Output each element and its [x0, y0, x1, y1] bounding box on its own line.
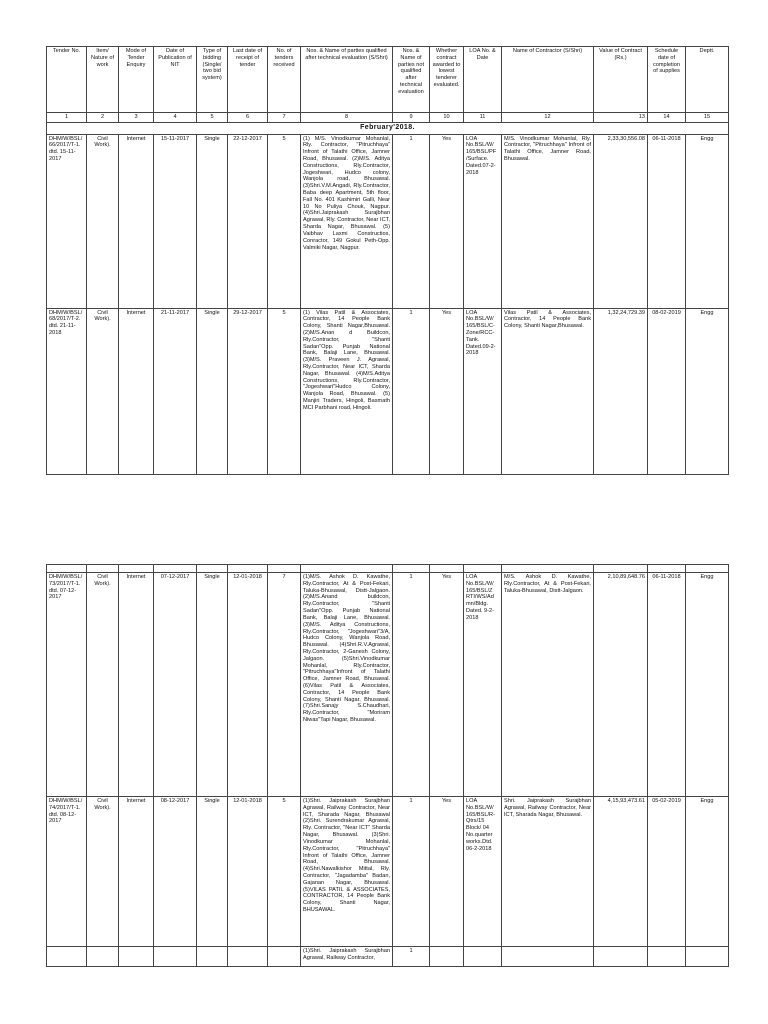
mode-of-enquiry: Internet: [119, 308, 154, 474]
contract-value: 2,33,30,556.08: [594, 134, 648, 308]
loa-no-date: LOA No.BSL/W/ 165/BSL/R-Qtrs/15 Block/ 04 No.quarter works.Dtd. 06-2-2018: [464, 797, 502, 947]
header-cell: Mode of Tender Enquiry: [119, 47, 154, 113]
nature-of-work: Civil Work).: [87, 797, 119, 947]
qualified-parties: (1)Shri. Jaiprakash Surajbhan Agrawal, Railway Contractor,: [301, 947, 393, 967]
empty-cell: [464, 947, 502, 967]
not-qualified-parties: 1: [393, 947, 430, 967]
empty-cell: [686, 565, 729, 573]
header-cell: Last date of receipt of tender: [228, 47, 268, 113]
qualified-parties: (1)Shri. Jaiprakash Surajbhan Agrawal, Railway Contractor, Near ICT, Sharada Nagar, Bhusawal (2)Shri. Surendrakumar Agrawal, Rly. Contractor, "Near ICT" Sharda Nagar, Bhusawal. (3)Shri. Vinodkumar Mohanlal, Rly.Contractor, "Pitruchhaya" Infront of Talathi Office, Jamner Road, Bhusawal. (4)Shri.Nawalkishor Mittal, Rly. Contractor, "Jagadamba" Badan, Gajanan Nagar, Bhusawal.(5)VILAS PATIL & ASSOCIATES, CONTRACTOR, 14 People Bank Colony, Shanti Nagar, BHUSAWAL.: [301, 797, 393, 947]
table-row: [47, 797, 729, 947]
empty-cell: [430, 947, 464, 967]
empty-cell: [268, 947, 301, 967]
mode-of-enquiry: Internet: [119, 573, 154, 797]
tenders-received: 5: [268, 308, 301, 474]
empty-cell: [87, 947, 119, 967]
empty-cell: [464, 565, 502, 573]
awarded-lowest: Yes: [430, 797, 464, 947]
header-cell: Tender No.: [47, 47, 87, 113]
empty-cell: [268, 565, 301, 573]
loa-no-date: LOA No.BSL/W/ 165/BSL/C-Zone/RCC-Tank. Dated.09-2-2018: [464, 308, 502, 474]
last-date: 22-12-2017: [228, 134, 268, 308]
nature-of-work: Civil Work).: [87, 573, 119, 797]
header-cell: Name of Contractor (S/Shri): [502, 47, 594, 113]
contractor-name: Vilas Patil & Associates, Contractor, 14 People Bank Colony, Shanti Nagar,Bhusawal.: [502, 308, 594, 474]
nature-of-work: Civil Work).: [87, 134, 119, 308]
empty-cell: [301, 565, 393, 573]
awarded-lowest: Yes: [430, 134, 464, 308]
column-number: 5: [197, 113, 228, 123]
empty-cell: [686, 947, 729, 967]
empty-cell: [594, 565, 648, 573]
header-cell: Whether contract awarded to lowest tenderer evaluated.: [430, 47, 464, 113]
column-number: 2: [87, 113, 119, 123]
empty-cell: [594, 947, 648, 967]
header-cell: Type of bidding (Single/ two bid system): [197, 47, 228, 113]
empty-cell: [154, 565, 197, 573]
header-cell: Nos. & Name of parties not qualified after technical evaluation: [393, 47, 430, 113]
last-date: 12-01-2018: [228, 573, 268, 797]
month-heading: February'2018.: [47, 123, 729, 135]
not-qualified-parties: 1: [393, 797, 430, 947]
empty-cell: [47, 947, 87, 967]
department: Engg: [686, 797, 729, 947]
month-row: [47, 123, 729, 135]
nit-date: 15-11-2017: [154, 134, 197, 308]
empty-cell: [430, 565, 464, 573]
not-qualified-parties: 1: [393, 308, 430, 474]
bidding-type: Single: [197, 308, 228, 474]
tender-no: DHM/W/BSL/ 73/2017/T-1. dtd. 07-12-2017: [47, 573, 87, 797]
tenders-received: 5: [268, 797, 301, 947]
column-number: 9: [393, 113, 430, 123]
empty-cell: [47, 565, 87, 573]
last-date: 12-01-2018: [228, 797, 268, 947]
contract-value: 2,10,89,648.76: [594, 573, 648, 797]
tender-no: DHM/W/BSL/ 68/2017/T-2. dtd. 21-11-2018: [47, 308, 87, 474]
empty-cell: [87, 565, 119, 573]
not-qualified-parties: 1: [393, 134, 430, 308]
empty-cell: [197, 565, 228, 573]
bidding-type: Single: [197, 797, 228, 947]
nit-date: 08-12-2017: [154, 797, 197, 947]
tenders-received: 7: [268, 573, 301, 797]
completion-date: 05-02-2019: [648, 797, 686, 947]
column-number: 13: [594, 113, 648, 123]
column-number: 7: [268, 113, 301, 123]
column-number: 14: [648, 113, 686, 123]
column-number: 15: [686, 113, 729, 123]
column-number: 8: [301, 113, 393, 123]
nit-date: 07-12-2017: [154, 573, 197, 797]
completion-date: 06-11-2018: [648, 573, 686, 797]
header-cell: Deptt.: [686, 47, 729, 113]
department: Engg: [686, 134, 729, 308]
last-date: 29-12-2017: [228, 308, 268, 474]
column-number: 1: [47, 113, 87, 123]
header-cell: Nos. & Name of parties qualified after technical evaluation (S/Shri): [301, 47, 393, 113]
tender-table-page-2: [46, 564, 729, 967]
nature-of-work: Civil Work).: [87, 308, 119, 474]
contractor-name: M/S. Vinodkumar Mohanlal, Rly. Contractor, "Pitruchhaya" Infront of Talathi Office, Jamner Road, Bhusawal.: [502, 134, 594, 308]
empty-cell: [119, 947, 154, 967]
awarded-lowest: Yes: [430, 573, 464, 797]
bidding-type: Single: [197, 573, 228, 797]
header-cell: Schedule date of completion of supplies: [648, 47, 686, 113]
mode-of-enquiry: Internet: [119, 134, 154, 308]
department: Engg: [686, 573, 729, 797]
contractor-name: Shri. Jaiprakash Surajbhan Agrawal, Railway Contractor, Near ICT, Sharada Nagar, Bhusawal.: [502, 797, 594, 947]
table-row: [47, 573, 729, 797]
awarded-lowest: Yes: [430, 308, 464, 474]
department: Engg: [686, 308, 729, 474]
loa-no-date: LOA No.BSL/W/ 165/BSL/PF /Surface. Dated.07-2-2018: [464, 134, 502, 308]
nit-date: 21-11-2017: [154, 308, 197, 474]
column-number: 12: [502, 113, 594, 123]
not-qualified-parties: 1: [393, 573, 430, 797]
empty-cell: [502, 565, 594, 573]
tenders-received: 5: [268, 134, 301, 308]
header-cell: No. of tenders received: [268, 47, 301, 113]
qualified-parties: (1) Vilas Patil & Associates, Contractor, 14 People Bank Colony, Shanti Nagar,Bhusawal.(2)M/S.Anan d Buildcon, Rly.Contractor, "Shanti Sadan"Opp. Punjab National Bank, Balaji Lane, Bhusawal. (3)M/S. Praveen J. Agrawal, Rly.Contractor, Near ICT, Sharda Nagar, Bhusawal. (4)M/S.Aditya Constructions, Rly.Contractor, "Jogeshwari"Hudco Colony, Wanjola Road, Bhusawal. (5) Manjiri Traders, Hingoli, Basmath MCI Parbhani road, Hingoli.: [301, 308, 393, 474]
contract-value: 4,15,93,473.61: [594, 797, 648, 947]
table-row: [47, 134, 729, 308]
empty-cell: [228, 947, 268, 967]
mode-of-enquiry: Internet: [119, 797, 154, 947]
column-number: 4: [154, 113, 197, 123]
column-number-row: [47, 113, 729, 123]
contract-value: 1,32,24,729.39: [594, 308, 648, 474]
header-cell: Item/ Nature of work: [87, 47, 119, 113]
header-cell: Value of Contract (Rs.): [594, 47, 648, 113]
contractor-name: M/S. Ashok D. Kawathe, Rly.Contractor, At & Post-Fekari, Taluka-Bhusawal, Distt-Jalgaon.: [502, 573, 594, 797]
table-row: [47, 308, 729, 474]
empty-cell: [502, 947, 594, 967]
loa-no-date: LOA No.BSL/W/ 165/BSL/Z RTI/WS/Ad mn/Bldg. Dated. 9-2-2018: [464, 573, 502, 797]
header-row: [47, 47, 729, 113]
tender-table-page-1: [46, 46, 729, 475]
completion-date: 08-02-2019: [648, 308, 686, 474]
tender-no: DHM/W/BSL/ 66/2017/T-1. dtd. 15-11-2017: [47, 134, 87, 308]
empty-cell: [648, 565, 686, 573]
table-row: [47, 947, 729, 967]
qualified-parties: (1)M/S. Ashok D. Kawathe, Rly.Contractor, At & Post-Fekari, Taluka-Bhusawal, Distt-Jalgaon. (2)M/S.Anand buildcon, Rly.Contractor, "Shanti Sadan"Opp. Punjab National Bank, Balaji Lane, Bhusawal. (3)M/S. Aditya Constructions, Rly.Contractor, "Jogeshwari"3/A, Hudco Colony, Wanjola Road, Bhusawal. (4)Shri.R.V.Agrawal, Rly.Contractor, 2-Ganesh Colony, Jalgaon. (5)Shri.Vinodkumar Mohanlal, Rly.Contractor, "Pitruchhaya"Infront of Talathi Office, Jamner Road, Bhusawal. (6)Vilas Patil & Associates, Contractor, 14 People Bank Colony, Shanti Nagar, Bhusawal. (7)Shri.Sanajy S.Chaudhari, Rly.Contractor, "Moriram Niwas"Tapi Nagar, Bhusawal.: [301, 573, 393, 797]
column-number: 11: [464, 113, 502, 123]
empty-cell: [197, 947, 228, 967]
header-cell: LOA No. & Date: [464, 47, 502, 113]
qualified-parties: (1) M/S. Vinodkumar Mohanlal, Rly. Contractor, "Pitruchhaya" Infront of Talathi Office, Jamner Road, Bhusawal. (2)M/S. Aditya Constructions, Rly.Contractor, Jogeshwari, Hudco colony, Wanjola road, Bhusawal. (3)Shri.V.M.Angadi, Rly.Contractor, Baba deep Apartment, 5th floor, Fall No. 401 Kashimiri Galli, Near 10 No Puliya Chouk, Nagpur. (4)Shri.Jaiprakash Surajbhan Agrawal, Rly. Contractor, Near ICT, Sharda Nagar, Bhusawal. (5) Vaibhav Laxmi Constructios, Conractor, 149 Gokul Peth-Opp. Valmiki Nagar, Nagpur.: [301, 134, 393, 308]
empty-cell: [648, 947, 686, 967]
bidding-type: Single: [197, 134, 228, 308]
empty-cell: [154, 947, 197, 967]
completion-date: 06-11-2018: [648, 134, 686, 308]
empty-cell: [228, 565, 268, 573]
blank-row: [47, 565, 729, 573]
column-number: 3: [119, 113, 154, 123]
column-number: 6: [228, 113, 268, 123]
header-cell: Date of Publication of NIT: [154, 47, 197, 113]
empty-cell: [393, 565, 430, 573]
empty-cell: [119, 565, 154, 573]
tender-no: DHM/W/BSL/ 74/2017/T-1. dtd. 08-12-2017: [47, 797, 87, 947]
column-number: 10: [430, 113, 464, 123]
